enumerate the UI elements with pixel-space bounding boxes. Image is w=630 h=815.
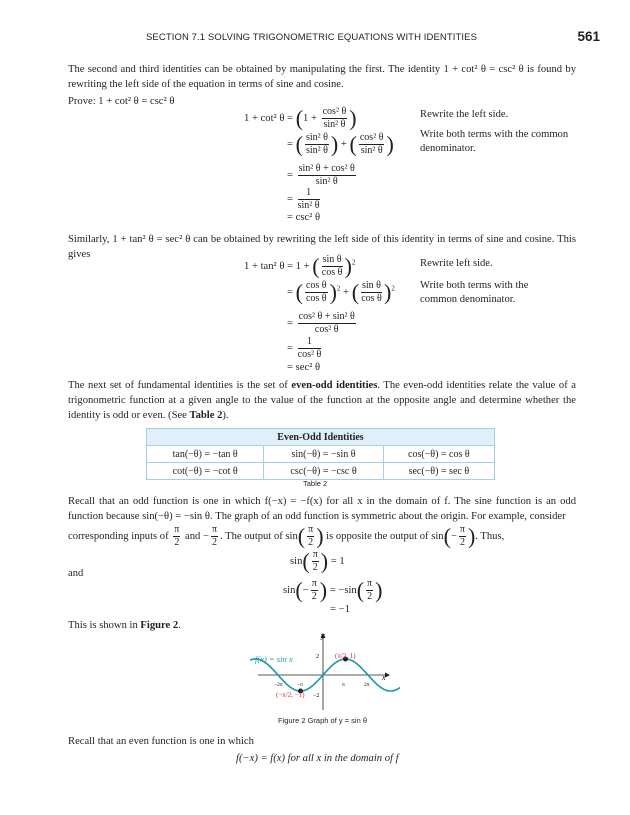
prove1-step5: = csc² θ <box>287 212 321 223</box>
prove2-step3: = $\frac{\text{cos² θ + sin² θ}}{\text{cos² θ}}$ <box>287 311 355 335</box>
prove1-label: Prove: 1 + cot² θ = csc² θ <box>68 96 175 107</box>
eq-neg-one: = −1 <box>330 604 350 615</box>
table-row: cot(−θ) = −cot θ csc(−θ) = −csc θ sec(−θ) = sec θ <box>147 463 495 480</box>
y-axis-label: y <box>321 631 325 640</box>
intro-paragraph: The second and third identities can be obtained by manipulating the first. The identity 1 + cot² θ = csc² θ is found by rewriting the left side of the equation in terms of sine and cosine. <box>68 64 576 90</box>
prove1-note2: Write both terms with the common denominator. <box>420 129 569 154</box>
tick-label-y: −2 <box>313 693 320 699</box>
page-header <box>146 30 600 46</box>
prove1-step4: = $\frac{1}{\text{sin² θ}}$ <box>287 187 320 211</box>
prove1-s2a-frac: $\frac{\text{sin² θ}}{\text{sin² θ}}$ <box>305 132 328 156</box>
point-label-positive: (π/2, 1) <box>335 652 356 660</box>
and-word: and <box>68 568 84 579</box>
tick-label-x: π <box>342 682 345 688</box>
prove1-step2: = ( $\frac{\text{sin² θ}}{\text{sin² θ}}$ ) + ( $\frac{\text{cos² θ}}{\text{sin² θ}}$ ) <box>287 131 394 157</box>
table-caption: Table 2 <box>303 479 328 488</box>
tick-label-x: 2π <box>364 682 370 688</box>
recall-even-text: Recall that an even function is one in which <box>68 736 254 747</box>
page-number: 561 <box>577 29 600 44</box>
even-definition: f(−x) = f(x) for all x in the domain of f <box>236 753 399 764</box>
prove2-step1: 1 + tan² θ = 1 + ( $\frac{\text{sin θ}}{\text{cos θ}}$ )$^2$ <box>244 253 356 279</box>
function-label: f(x) = sin x <box>255 654 293 664</box>
x-axis-label: x <box>382 673 386 682</box>
prove2-note2: Write both terms with the common denominator. <box>420 280 529 305</box>
eq-sin-pi2: sin( $\frac{\pi}{2}$ ) = 1 <box>290 548 345 574</box>
prove1-s2b-frac: $\frac{\text{cos² θ}}{\text{sin² θ}}$ <box>359 132 384 156</box>
recall-odd-line3: corresponding inputs of $\frac{\pi}{2}$ and − $\frac{\pi}{2}$ . The output of sin( $\frac{\pi}{2}$ ) is opposite the output of sin(− $\frac{\pi}{2}$ ). Thus, <box>68 523 505 549</box>
prove1-step3: = $\frac{\text{sin² θ + cos² θ}}{\text{sin² θ}}$ <box>287 163 355 187</box>
point-label-negative: (−π/2, −1) <box>276 691 305 699</box>
prove2-step5: = sec² θ <box>287 362 321 373</box>
x-axis-arrow <box>385 673 390 678</box>
shown-text: This is shown in Figure 2. <box>68 620 181 631</box>
tick-label-x: −2π <box>274 682 283 688</box>
tick-label-x: −π <box>297 682 303 688</box>
table-title: Even-Odd Identities <box>147 429 495 446</box>
tick-label-y: 2 <box>316 654 319 660</box>
table-row: tan(−θ) = −tan θ sin(−θ) = −sin θ cos(−θ) = cos θ <box>147 446 495 463</box>
recall-odd-paragraph: Recall that an odd function is one in which f(−x) = −f(x) for all x in the domain of f. The sine function is an odd function because sin(−θ) = −sin θ. The graph of an odd function is symmetric about the origin. For example, consider <box>68 496 576 522</box>
prove2-note1: Rewrite left side. <box>420 258 493 269</box>
similarly-paragraph: Similarly, 1 + tan² θ = sec² θ can be obtained by rewriting the left side of this identity in terms of sine and cosine. This gives <box>68 234 576 260</box>
prove1-s1-frac: $\frac{\text{cos² θ}}{\text{sin² θ}}$ <box>322 106 347 130</box>
prove2-step2: = ( $\frac{\text{cos θ}}{\text{cos θ}}$ )$^2$ + ( $\frac{\text{sin θ}}{\text{cos θ}}$ )$^2$ <box>287 279 395 305</box>
section-title: SECTION 7.1 SOLVING TRIGONOMETRIC EQUATIONS WITH IDENTITIES <box>146 32 478 43</box>
prove2-step4: = $\frac{1}{\text{cos² θ}}$ <box>287 336 322 360</box>
eq-sin-neg: sin(− $\frac{\pi}{2}$ ) = −sin( $\frac{\pi}{2}$ ) <box>283 577 383 603</box>
figure-caption: Figure 2 Graph of y = sin θ <box>278 716 368 725</box>
prove1-note1: Rewrite the left side. <box>420 109 509 120</box>
prove1-step1: 1 + cot² θ = (1 + $\frac{\text{cos² θ}}{\text{sin² θ}}$ ) <box>244 105 357 131</box>
even-odd-table <box>146 428 495 480</box>
evenodd-paragraph: The next set of fundamental identities is the set of even-odd identities. The even-odd identities relate the value of a trigonometric function at a given angle to the value of the function at the opposite angle and determine whether the identity is odd or even. (See Table 2). <box>68 380 576 421</box>
sine-graph <box>250 628 400 716</box>
prove1-lhs: 1 + cot² θ = <box>244 112 294 124</box>
